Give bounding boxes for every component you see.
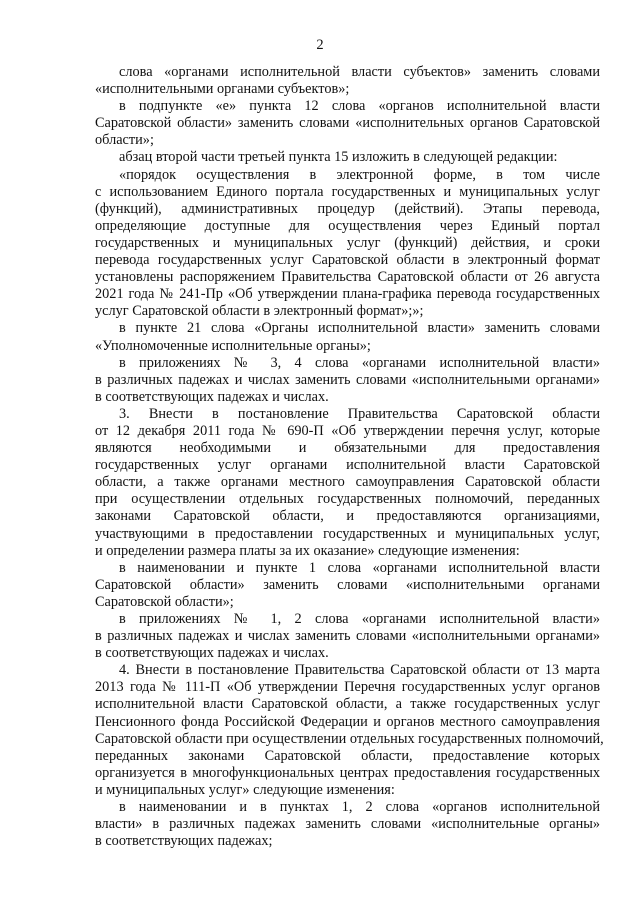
text-line: исполнительной власти Саратовской области, а также государственных услуг (95, 696, 600, 713)
text-line: власти» в различных падежах заменить словами «исполнительные органы» (95, 816, 600, 833)
text-line: «порядок осуществления в электронной форме, в том числе (119, 166, 600, 183)
text-line: в соответствующих падежах и числах. (95, 645, 329, 662)
text-line: услуг Саратовской области в электронный формат»;»; (95, 303, 424, 320)
page-number: 2 (316, 37, 324, 53)
text-line: в подпункте «е» пункта 12 слова «органов исполнительной власти (119, 98, 600, 115)
text-line: с использованием Единого портала государственных и муниципальных услуг (95, 183, 600, 200)
text-line: перевода государственных услуг Саратовской области в электронный формат (95, 252, 600, 269)
text-line: 3. Внести в постановление Правительства Саратовской области (119, 405, 600, 422)
text-line: участвующими в предоставлении государственных и муниципальных услуг, (95, 525, 600, 542)
text-line: Саратовской области» заменить словами «исполнительных органов Саратовской (95, 115, 600, 132)
text-line: области, а также органами местного самоуправления Саратовской области (95, 474, 600, 491)
text-line: и определении размера платы за их оказание» следующие изменения: (95, 542, 520, 559)
text-line: области»; (95, 132, 154, 149)
text-line: являются необходимыми и обязательными для предоставления (95, 440, 600, 457)
text-line: 2013 года № 111-П «Об утверждении Перечня государственных услуг органов (95, 679, 600, 696)
text-line: установлены распоряжением Правительства Саратовской области от 26 августа (95, 269, 600, 286)
text-line: Саратовской области»; (95, 593, 234, 610)
text-line: государственных услуг органами исполнительной власти Саратовской (95, 457, 600, 474)
text-line: переданных законами Саратовской области, предоставление которых (95, 747, 600, 764)
text-line: в соответствующих падежах; (95, 833, 273, 850)
document-body (95, 64, 604, 850)
text-line: в приложениях № 1, 2 слова «органами исполнительной власти» (119, 611, 600, 627)
text-line: в пункте 21 слова «Органы исполнительной власти» заменить словами (119, 320, 600, 337)
text-line: государственных и муниципальных услуг (функций) действия, и сроки (95, 234, 600, 251)
text-line: «исполнительными органами субъектов»; (95, 81, 350, 98)
text-line: и муниципальных услуг» следующие изменения: (95, 781, 395, 798)
text-line: в различных падежах и числах заменить словами «исполнительными органами» (95, 628, 600, 645)
text-line: в наименовании и пункте 1 слова «органами исполнительной власти (119, 559, 600, 576)
text-line: (функций), административных процедур (действий). Этапы перевода, (95, 200, 600, 217)
text-line: в соответствующих падежах и числах. (95, 388, 329, 405)
text-line: от 12 декабря 2011 года № 690-П «Об утверждении перечня услуг, которые (95, 422, 600, 439)
text-line: в приложениях № 3, 4 слова «органами исполнительной власти» (119, 354, 600, 371)
text-line: определяющие доступные для осуществления через Единый портал (95, 217, 600, 234)
text-line: Саратовской области» заменить словами «исполнительными органами (95, 576, 600, 593)
text-line: законами Саратовской области, и предоставляются организациями, (95, 508, 600, 525)
text-line: абзац второй части третьей пункта 15 изложить в следующей редакции: (119, 149, 558, 166)
text-line: в наименовании и в пунктах 1, 2 слова «органов исполнительной (119, 799, 600, 816)
text-line: Саратовской области при осуществлении отдельных государственных полномочий, (95, 730, 604, 747)
text-line: в различных падежах и числах заменить словами «исполнительными органами» (95, 371, 600, 388)
text-line: 2021 года № 241-Пр «Об утверждении плана-графика перевода государственных (95, 286, 600, 303)
text-line: слова «органами исполнительной власти субъектов» заменить словами (119, 64, 600, 80)
text-line: Пенсионного фонда Российской Федерации и органов местного самоуправления (95, 713, 600, 730)
text-line: организуется в многофункциональных центрах предоставления государственных (95, 764, 600, 781)
text-line: «Уполномоченные исполнительные органы»; (95, 337, 371, 354)
text-line: при осуществлении отдельных государственных полномочий, переданных (95, 491, 600, 508)
text-line: 4. Внести в постановление Правительства Саратовской области от 13 марта (119, 662, 600, 679)
